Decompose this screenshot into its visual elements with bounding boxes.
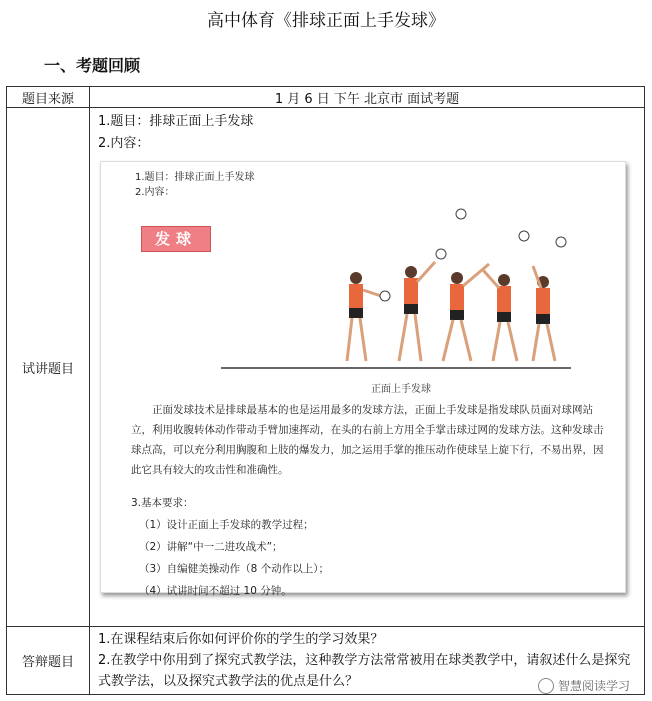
requirement-item: （2）讲解“中一二进攻战术”； <box>139 541 283 553</box>
player-figure-5 <box>533 266 555 361</box>
section-heading: 一、考题回顾 <box>44 56 141 75</box>
topic-line-2: 2.内容： <box>98 136 150 151</box>
requirement-item: （4）试讲时间不超过 10 分钟。 <box>139 585 292 597</box>
topic-label: 试讲题目 <box>7 108 90 627</box>
watermark-text: 智慧阅读学习 <box>557 679 630 693</box>
image-topic-line-1: 1.题目：排球正面上手发球 <box>135 172 255 183</box>
watermark <box>538 677 630 694</box>
requirements-title: 3.基本要求： <box>131 497 194 509</box>
source-value: 1 月 6 日 下午 北京市 面试考题 <box>90 87 645 108</box>
source-row <box>7 87 645 108</box>
defense-label: 答辩题目 <box>7 627 90 695</box>
ball-icon <box>456 209 466 219</box>
embedded-textbook-image <box>100 161 626 597</box>
ball-icon <box>519 231 529 241</box>
player-figure-4 <box>483 270 517 361</box>
ball-icon <box>556 237 566 247</box>
topic-line-1: 1.题目：排球正面上手发球 <box>98 114 254 129</box>
requirement-item: （3）自编健美操动作（8 个动作以上）； <box>139 563 329 575</box>
player-figure-1 <box>347 272 390 361</box>
exam-table <box>6 86 645 695</box>
topic-cell <box>90 108 645 627</box>
illustration-caption: 正面上手发球 <box>371 384 431 395</box>
defense-question-2: 2.在教学中你用到了探究式教学法，这种教学方法常常被用在球类教学中，请叙述什么是探究式教学法，以及探究式教学法的优点是什么？ <box>98 653 631 689</box>
player-figure-3 <box>443 264 489 361</box>
source-label: 题目来源 <box>7 87 90 108</box>
serve-sequence-illustration <box>221 196 571 376</box>
serve-description: 正面发球技术是排球最基本的也是运用最多的发球方法，正面上手发球是指发球队员面对球网站立，利用收腹转体动作带动手臂加速挥动，在头的右前上方用全手掌击球过网的发球方法。这种发球击球点高，可以充分利用胸腹和上肢的爆发力，加之运用手掌的推压动作使球呈上旋下行，不易出界，因此它具有较大的攻击性和准确性。 <box>131 404 604 476</box>
image-topic-line-2: 2.内容： <box>135 187 175 198</box>
document-title: 高中体育《排球正面上手发球》 <box>207 11 445 31</box>
player-figure-2 <box>399 262 435 361</box>
defense-question-1: 1.在课程结束后你如何评价你的学生的学习效果？ <box>98 632 384 647</box>
ball-icon <box>436 249 446 259</box>
requirement-item: （1）设计正面上手发球的教学过程； <box>139 519 314 531</box>
serve-badge: 发球 <box>141 226 211 252</box>
wechat-icon <box>538 678 554 694</box>
requirements-list <box>131 492 329 602</box>
topic-row <box>7 108 645 627</box>
